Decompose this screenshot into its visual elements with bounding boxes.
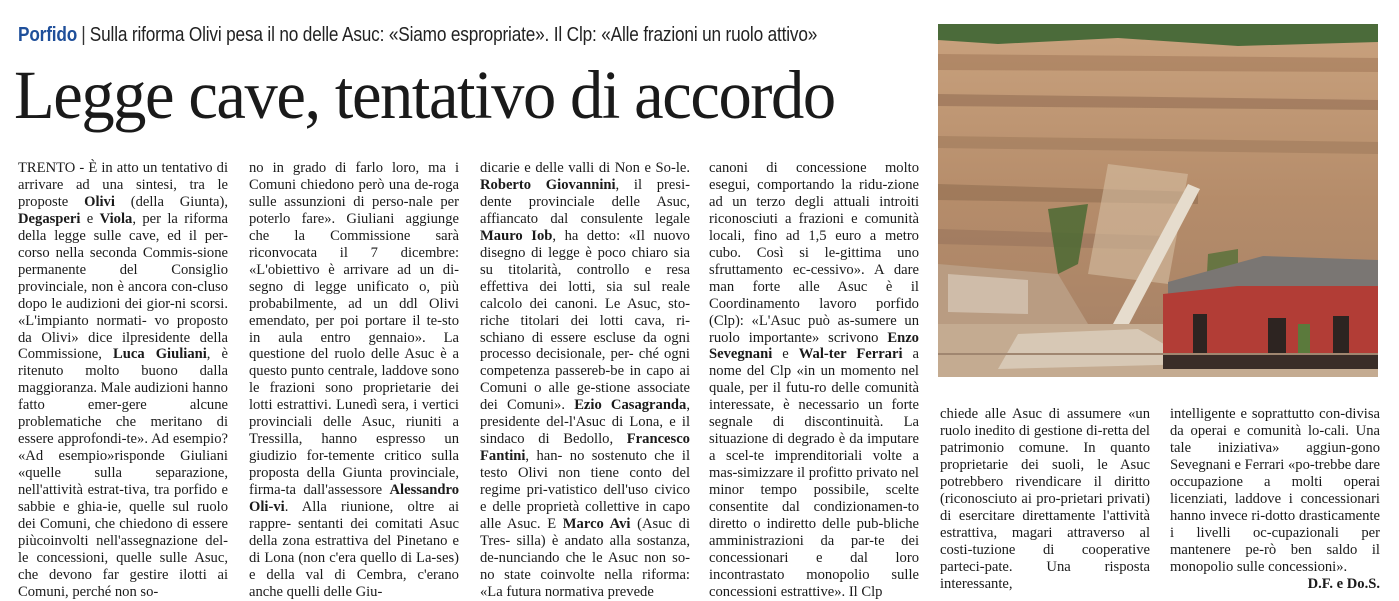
paragraph-5: chiede alle Asuc di assumere «un ruolo inedito di gestione di-retta del patrimonio comune. In quanto proprietarie dei suoli, le Asuc potrebbero rivendicare il diritto (riconosciuto ai pro-prietari privati) di esercitare direttamente l'attività estrattiva, magari attraverso al costi-tuzione di cooperative parteci-pate. Una risposta interessante, bbox=[940, 406, 1150, 592]
name-francesco-fantini: Francesco Fantini bbox=[480, 431, 690, 465]
name-olivi: Olivi bbox=[84, 193, 115, 210]
name-roberto-giovannini: Roberto Giovannini bbox=[480, 176, 616, 193]
paragraph-3: dicarie e delle valli di Non e So-le. Roberto Giovannini, il presi- dente provinciale delle Asuc, affiancato dal consulente legale Mauro Iob, ha detto: «Il nuovo disegno di legge è poco chiaro sia su titolarità, controllo e resa effettiva dei lotti, sia sul reale calcolo dei canoni. Le Asuc, sto- riche titolari dei lotti cava, ri-schiano di essere escluse da ogni processo decisionale, per- ché ogni competenza passereb-be in capo ai Comuni o alle ge-stione associate dei Comuni». Ezio Casagranda, presidente del-l'Asuc di Lona, e il sindaco di Bedollo, Francesco Fantini, han- no sostenuto che il testo Olivi non tiene conto del regime pri-vatistico dell'uso civico e delle proprietà collettive in capo alle Asuc. E Marco Avi (Asuc di Tres- silla) è andato alla sostanza, de-nunciando che le Asuc non so-no state coinvolte nella riforma: «La futura normativa prevede bbox=[480, 160, 691, 600]
article-column-4 bbox=[709, 160, 919, 601]
name-enzo-sevegnani: Enzo Sevegnani bbox=[709, 329, 919, 363]
section-tag: Porfido bbox=[18, 23, 78, 46]
porphyry-quarry-photo bbox=[938, 24, 1378, 377]
article-column-3 bbox=[480, 160, 690, 601]
paragraph-4: canoni di concessione molto esegui, comportando la ridu-zione ad un terzo degli attuali introiti riconosciuti a frazioni e comunità locali, fino ad 1,5 euro a metro cubo. Così si le-gittima uno sfruttamento ec-cessivo». A dare man forte alle Asuc è il Coordinamento lavoro porfido (Clp): «L'Asuc può as-sumere un ruolo importante» scrivono Enzo Sevegnani e Wal-ter Ferrari a nome del Clp «in un momento nel quale, per il futu-ro delle comunità interessate, è necessario un forte segnale di discontinuità. La situazione di degrado è da imputare a scel-te imprenditoriali volte a mas-simizzare il profitto privato nel minor tempo possibile, scelte consentite dal condizionamen-to diretto o indiretto delle pub-bliche amministrazioni da par-te dei concessionari e dal loro incontrastato monopolio sulle concessioni estrattive». Il Clp bbox=[709, 160, 920, 600]
article-column-2 bbox=[249, 160, 459, 601]
name-ezio-casagranda: Ezio Casagranda bbox=[574, 397, 687, 414]
article-column-1 bbox=[18, 160, 228, 601]
name-degasperi: Degasperi bbox=[18, 210, 81, 227]
name-marco-avi: Marco Avi bbox=[562, 516, 631, 533]
author-signature: D.F. e Do.S. bbox=[1307, 575, 1380, 592]
kicker-subtitle: Sulla riforma Olivi pesa il no delle Asuc: «Siamo espropriate». Il Clp: «Alle frazioni un ruolo attivo» bbox=[89, 23, 818, 46]
kicker-separator: | bbox=[81, 23, 86, 46]
article-column-6 bbox=[1170, 406, 1380, 592]
paragraph-2: no in grado di farlo loro, ma i Comuni chiedono però una de-roga sulle assunzioni di perso-nale per poterlo fare». Giuliani aggiunge che la Commissione sarà riconvocata il 7 dicembre: «L'obiettivo è arrivare ad un di-segno di legge unificato o, più probabilmente, ad un ddl Olivi emendato, per poi portare il te-sto in aula entro gennaio». La questione del ruolo delle Asuc è a questo punto centrale, laddove sono le frazioni sono proprietarie dei lotti estrattivi. Lunedì sera, i vertici provinciali delle Asuc, riuniti a Tressilla, hanno espresso un giudizio for-temente critico sulla proposta della Giunta provinciale, firma-ta dall'assessore Alessandro Oli-vi. Alla riunione, oltre ai rappre- sentanti dei comitati Asuc della zona estrattiva del Pinetano e di Lona (non c'era quello di La-ses) e della val di Cembra, c'erano anche quelli delle Giu- bbox=[249, 160, 460, 600]
name-alessandro-olivi: Alessandro Oli- bbox=[249, 482, 459, 516]
article-column-5 bbox=[940, 406, 1150, 592]
name-luca-giuliani: Luca Giuliani bbox=[113, 346, 207, 363]
headline: Legge cave, tentativo di accordo bbox=[14, 57, 835, 133]
name-mauro-iob: Mauro Iob bbox=[480, 227, 553, 244]
kicker-line bbox=[18, 20, 818, 50]
paragraph-6: intelligente e soprattutto con-divisa da operai e comunità lo-cali. Una tale iniziativa» aggiun-gono Sevegnani e Ferrari «po-trebbe dare occupazione a molti operai licenziati, laddove i concessionari hanno invece ri-dotto drasticamente i livelli oc-cupazionali per mantenere pe-rò ben saldo il monopolio sulle concessioni». bbox=[1170, 406, 1380, 575]
name-viola: Viola bbox=[99, 210, 133, 227]
paragraph-1: TRENTO - È in atto un tentativo di arrivare ad una sintesi, tra le proposte Olivi (della Giunta), Degasperi e Viola, per la riforma della legge sulle cave, ed il per-corso nella seconda Commis-sione permanente del Consiglio provinciale, non è ancora con-cluso dopo le audizioni dei gior-ni scorsi. «L'impianto normati- vo proposto da Olivi» dice ilpresidente della Commissione, Luca Giuliani, è ritenuto molto buono dalla maggioranza. Male audizioni hanno fatto emer-gere alcune problematiche che meritano di essere approfondi-te». Ad esempio? «Ad esempio»risponde Giuliani «quelle sulla separazione, nell'attività estrat-tiva, tra porfido e sabbie e ghia-ie, quelle sul ruolo dei Comuni, che chiedono di essere piùcoinvolti nell'assegnazione del-le concessioni, quelle sulle Asuc, che devono far gestire ilotti ai Comuni, perché non so- bbox=[18, 160, 229, 600]
name-walter-ferrari: Wal- bbox=[798, 346, 829, 363]
